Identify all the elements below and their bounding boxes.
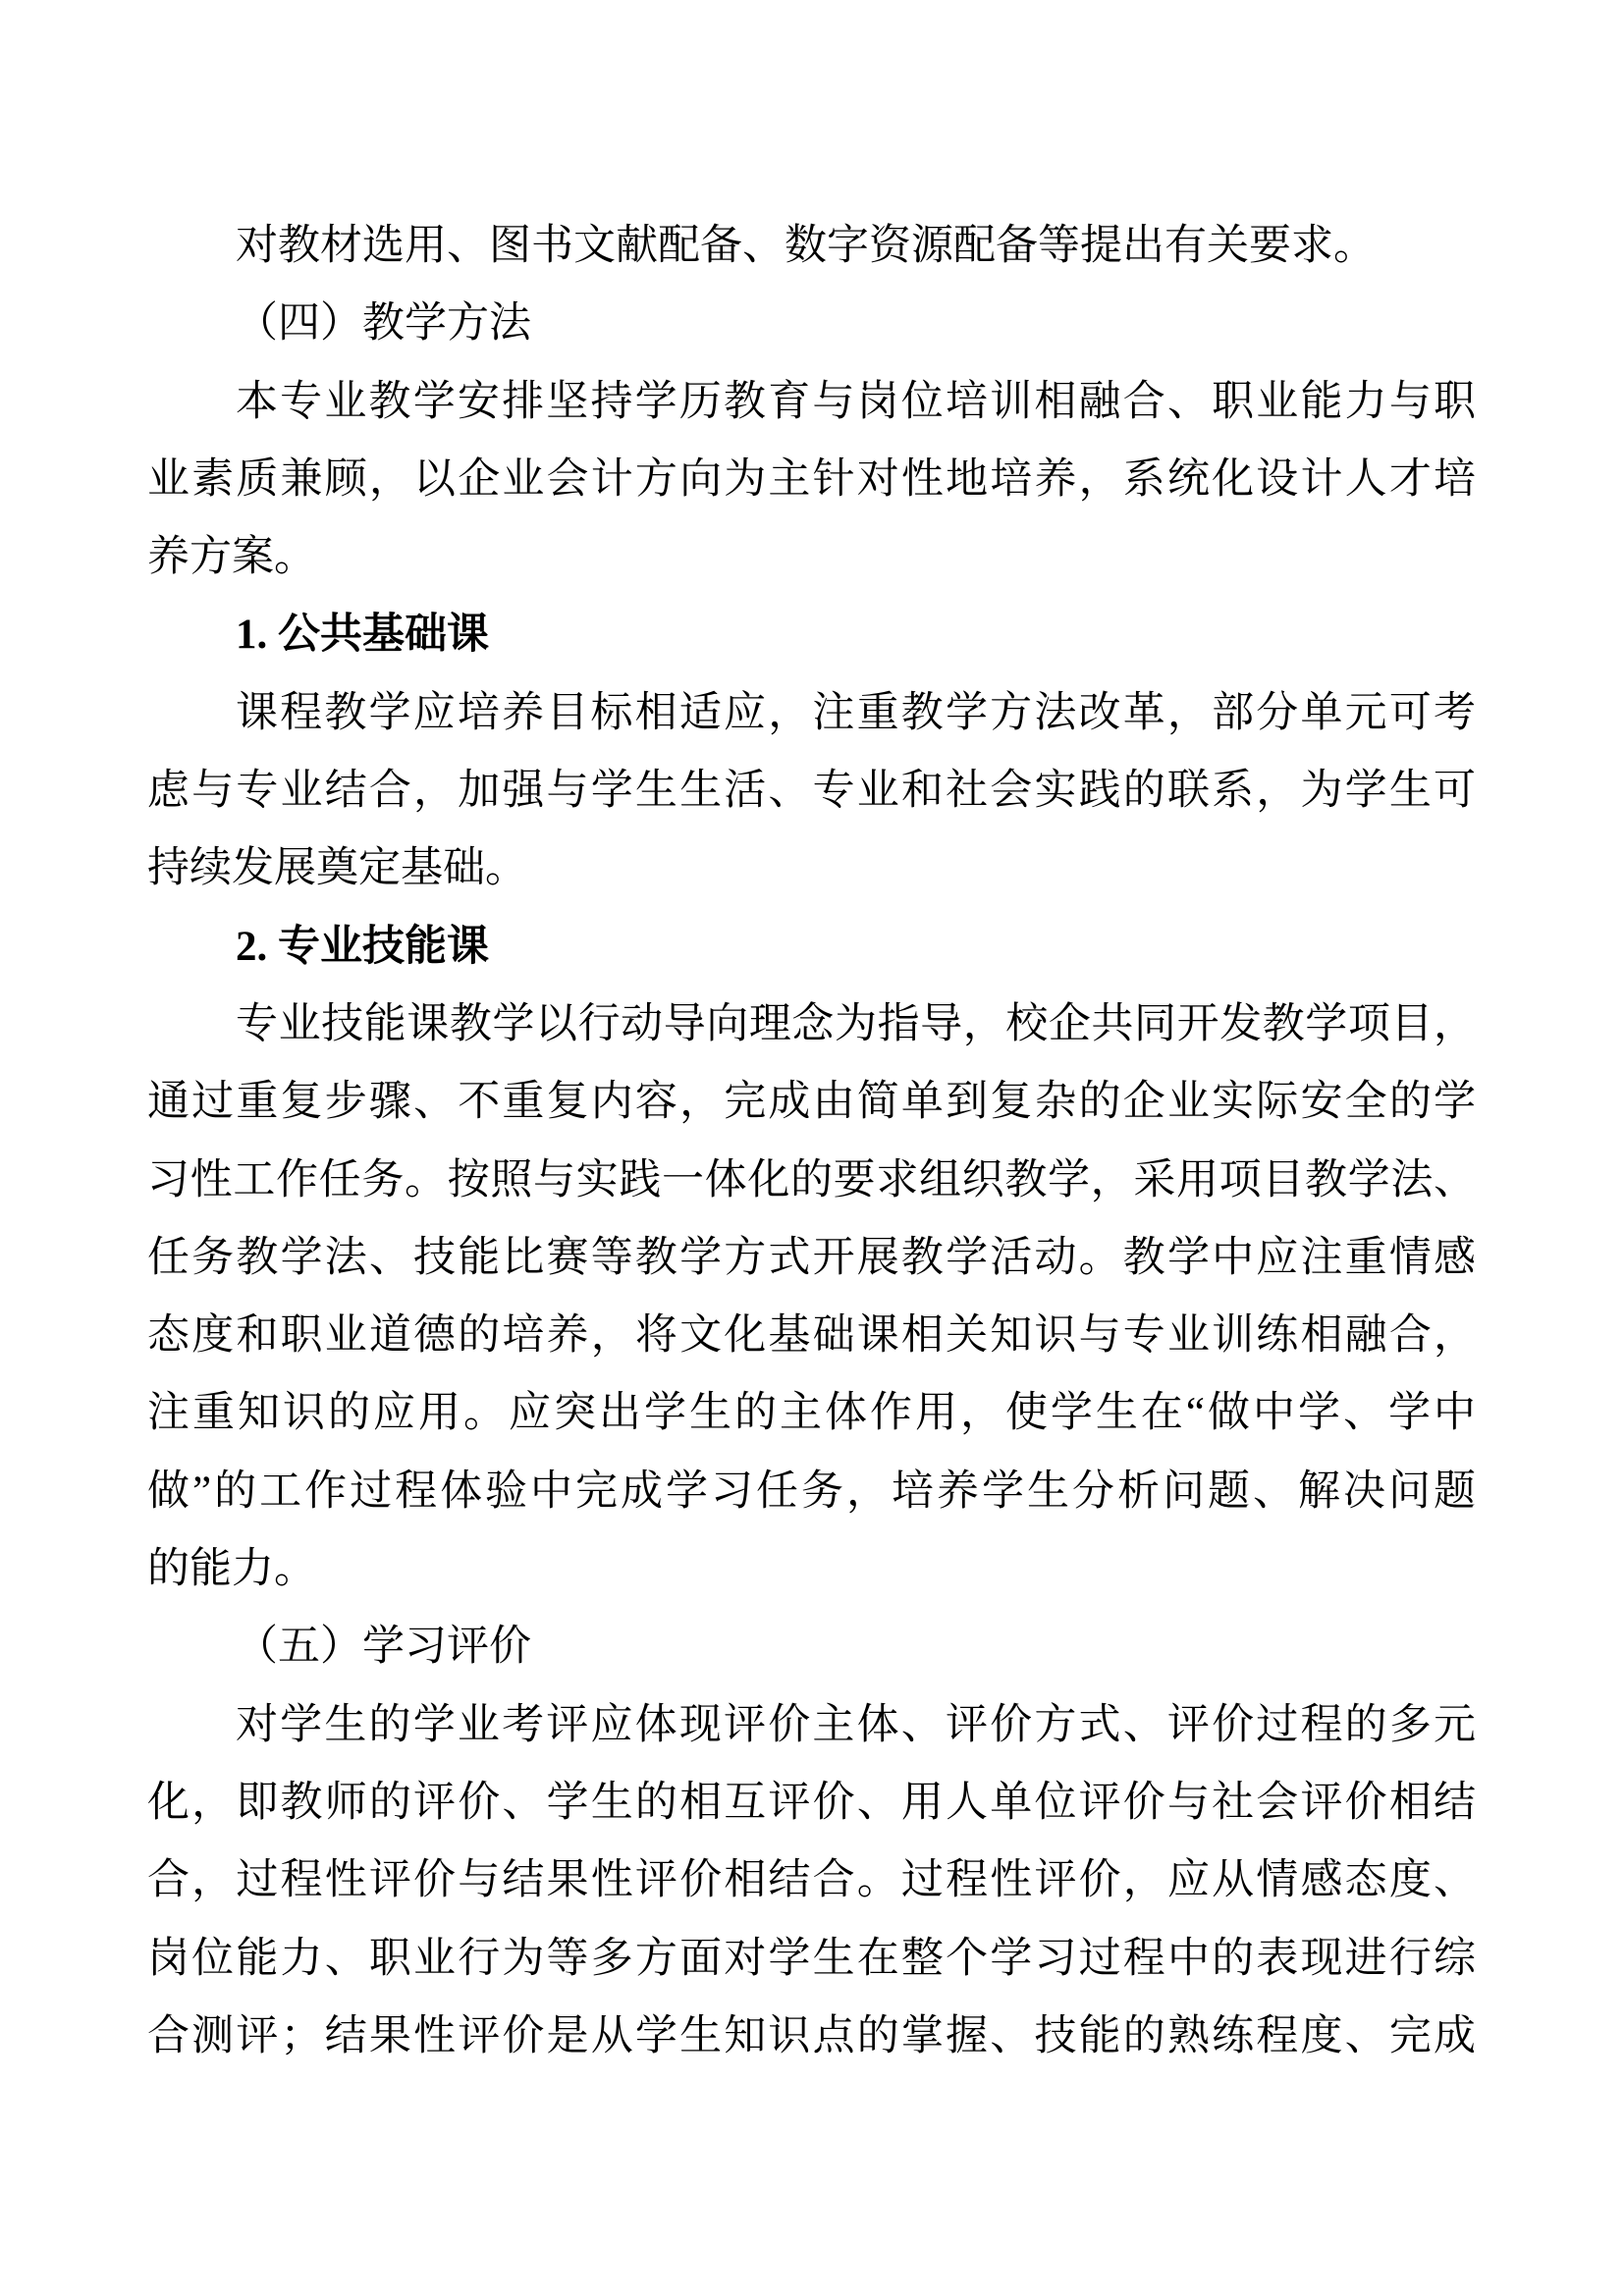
body-line: 习性工作任务。按照与实践一体化的要求组织教学，采用项目教学法、 — [147, 1156, 1476, 1203]
body-line: 对教材选用、图书文献配备、数字资源配备等提出有关要求。 — [236, 223, 1376, 269]
body-line: 通过重复步骤、不重复内容，完成由简单到复杂的企业实际安全的学 — [147, 1079, 1476, 1126]
body-line: 合，过程性评价与结果性评价相结合。过程性评价，应从情感态度、 — [147, 1857, 1476, 1904]
body-line: 任务教学法、技能比赛等教学方式开展教学活动。教学中应注重情感 — [147, 1234, 1476, 1281]
body-line: 做”的工作过程体验中完成学习任务，培养学生分析问题、解决问题 — [147, 1468, 1476, 1515]
body-line: 业素质兼顾，以企业会计方向为主针对性地培养，系统化设计人才培 — [147, 455, 1476, 503]
body-line: 课程教学应培养目标相适应，注重教学方法改革，部分单元可考 — [236, 689, 1476, 736]
body-line: 态度和职业道德的培养，将文化基础课相关知识与专业训练相融合， — [147, 1312, 1476, 1360]
body-line: 虑与专业结合，加强与学生生活、专业和社会实践的联系，为学生可 — [147, 768, 1476, 815]
body-line: 持续发展奠定基础。 — [147, 845, 527, 892]
body-line: 化，即教师的评价、学生的相互评价、用人单位评价与社会评价相结 — [147, 1779, 1476, 1826]
heading-section-4: （四）教学方法 — [236, 300, 531, 347]
body-line: 岗位能力、职业行为等多方面对学生在整个学习过程中的表现进行综 — [147, 1935, 1476, 1982]
text-block — [147, 207, 1476, 2075]
heading-sub-2: 2. 专业技能课 — [236, 923, 489, 970]
body-line: 合测评；结果性评价是从学生知识点的掌握、技能的熟练程度、完成 — [147, 2012, 1476, 2059]
body-line: 专业技能课教学以行动导向理念为指导，校企共同开发教学项目， — [236, 1000, 1476, 1047]
body-line: 本专业教学安排坚持学历教育与岗位培训相融合、职业能力与职 — [236, 378, 1476, 425]
body-line: 对学生的学业考评应体现评价主体、评价方式、评价过程的多元 — [236, 1701, 1476, 1748]
heading-section-5: （五）学习评价 — [236, 1624, 531, 1671]
body-line: 养方案。 — [147, 534, 316, 581]
body-line: 的能力。 — [147, 1546, 316, 1593]
body-line: 注重知识的应用。应突出学生的主体作用，使学生在“做中学、学中 — [147, 1390, 1476, 1437]
heading-sub-1: 1. 公共基础课 — [236, 612, 489, 659]
